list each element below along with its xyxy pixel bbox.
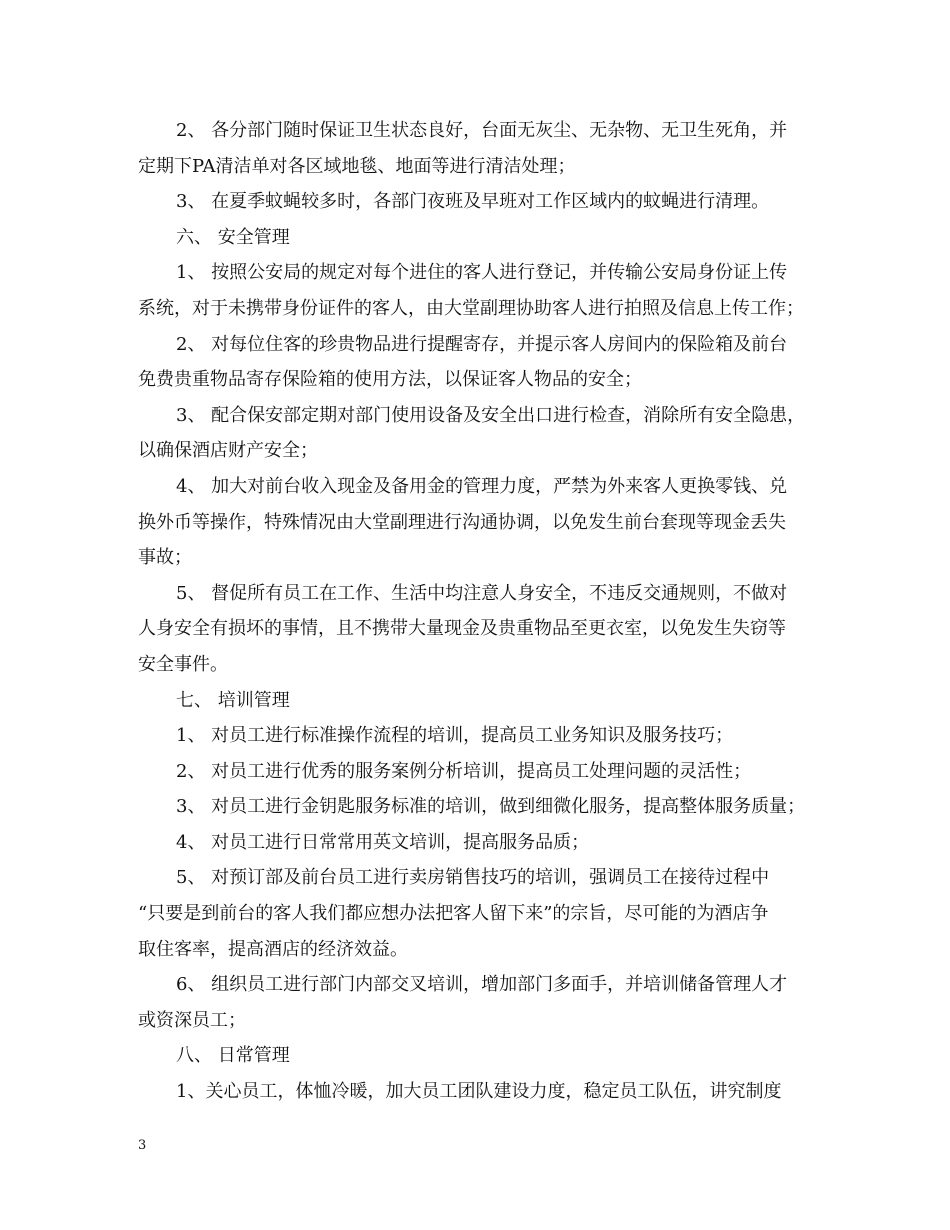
- text-line: 取住客率，提高酒店的经济效益。: [138, 938, 408, 960]
- text-line: 6、 组织员工进行部门内部交叉培训，增加部门多面手，并培训储备管理人才: [176, 974, 788, 996]
- text-line: 八、 日常管理: [176, 1045, 290, 1067]
- text-line: 4、 对员工进行日常常用英文培训，提高服务品质；: [176, 831, 590, 853]
- text-line: 3、 对员工进行金钥匙服务标准的培训，做到细微化服务，提高整体服务质量；: [176, 796, 806, 818]
- text-line: 1、关心员工，体恤冷暖，加大员工团队建设力度，稳定员工队伍，讲究制度: [176, 1081, 782, 1103]
- text-line: 或资深员工；: [138, 1009, 246, 1031]
- document-body: [138, 113, 822, 1110]
- text-line: 2、 各分部门随时保证卫生状态良好，台面无灰尘、无杂物、无卫生死角，并: [176, 120, 788, 141]
- text-line: 七、 培训管理: [176, 689, 290, 711]
- text-line: 3、 配合保安部定期对部门使用设备及安全出口进行检查，消除所有安全隐患，: [176, 404, 806, 426]
- text-line: 4、 加大对前台收入现金及备用金的管理力度，严禁为外来客人更换零钱、兑: [176, 475, 788, 497]
- text-line: 3、 在夏季蚊蝇较多时，各部门夜班及早班对工作区域内的蚊蝇进行清理。: [176, 191, 770, 213]
- text-line: 5、 督促所有员工在工作、生活中均注意人身安全，不违反交通规则，不做对: [176, 582, 788, 604]
- text-line: 安全事件。: [138, 653, 228, 675]
- text-line: 定期下PA清洁单对各区域地毯、地面等进行清洁处理；: [138, 155, 576, 177]
- text-line: 六、 安全管理: [176, 226, 290, 248]
- text-line: 1、 按照公安局的规定对每个进住的客人进行登记，并传输公安局身份证上传: [176, 262, 788, 284]
- text-line: 以确保酒店财产安全；: [138, 440, 318, 462]
- text-line: 5、 对预订部及前台员工进行卖房销售技巧的培训，强调员工在接待过程中: [176, 867, 770, 889]
- text-line: 换外币等操作，特殊情况由大堂副理进行沟通协调，以免发生前台套现等现金丢失: [138, 511, 786, 533]
- text-line: 2、 对员工进行优秀的服务案例分析培训，提高员工处理问题的灵活性；: [176, 760, 752, 782]
- text-line: 人身安全有损坏的事情，且不携带大量现金及贵重物品至更衣室，以免发生失窃等: [138, 618, 786, 640]
- text-line: 系统，对于未携带身份证件的客人，由大堂副理协助客人进行拍照及信息上传工作；: [138, 297, 804, 319]
- text-line: 1、 对员工进行标准操作流程的培训，提高员工业务知识及服务技巧；: [176, 725, 734, 747]
- text-line: “只要是到前台的客人我们都应想办法把客人留下来”的宗旨，尽可能的为酒店争: [138, 903, 769, 925]
- text-line: 免费贵重物品寄存保险箱的使用方法，以保证客人物品的安全；: [138, 369, 642, 391]
- text-line: 2、 对每位住客的珍贵物品进行提醒寄存，并提示客人房间内的保险箱及前台: [176, 333, 788, 355]
- text-line: 事故；: [138, 547, 192, 569]
- page-number: 3: [138, 1138, 147, 1153]
